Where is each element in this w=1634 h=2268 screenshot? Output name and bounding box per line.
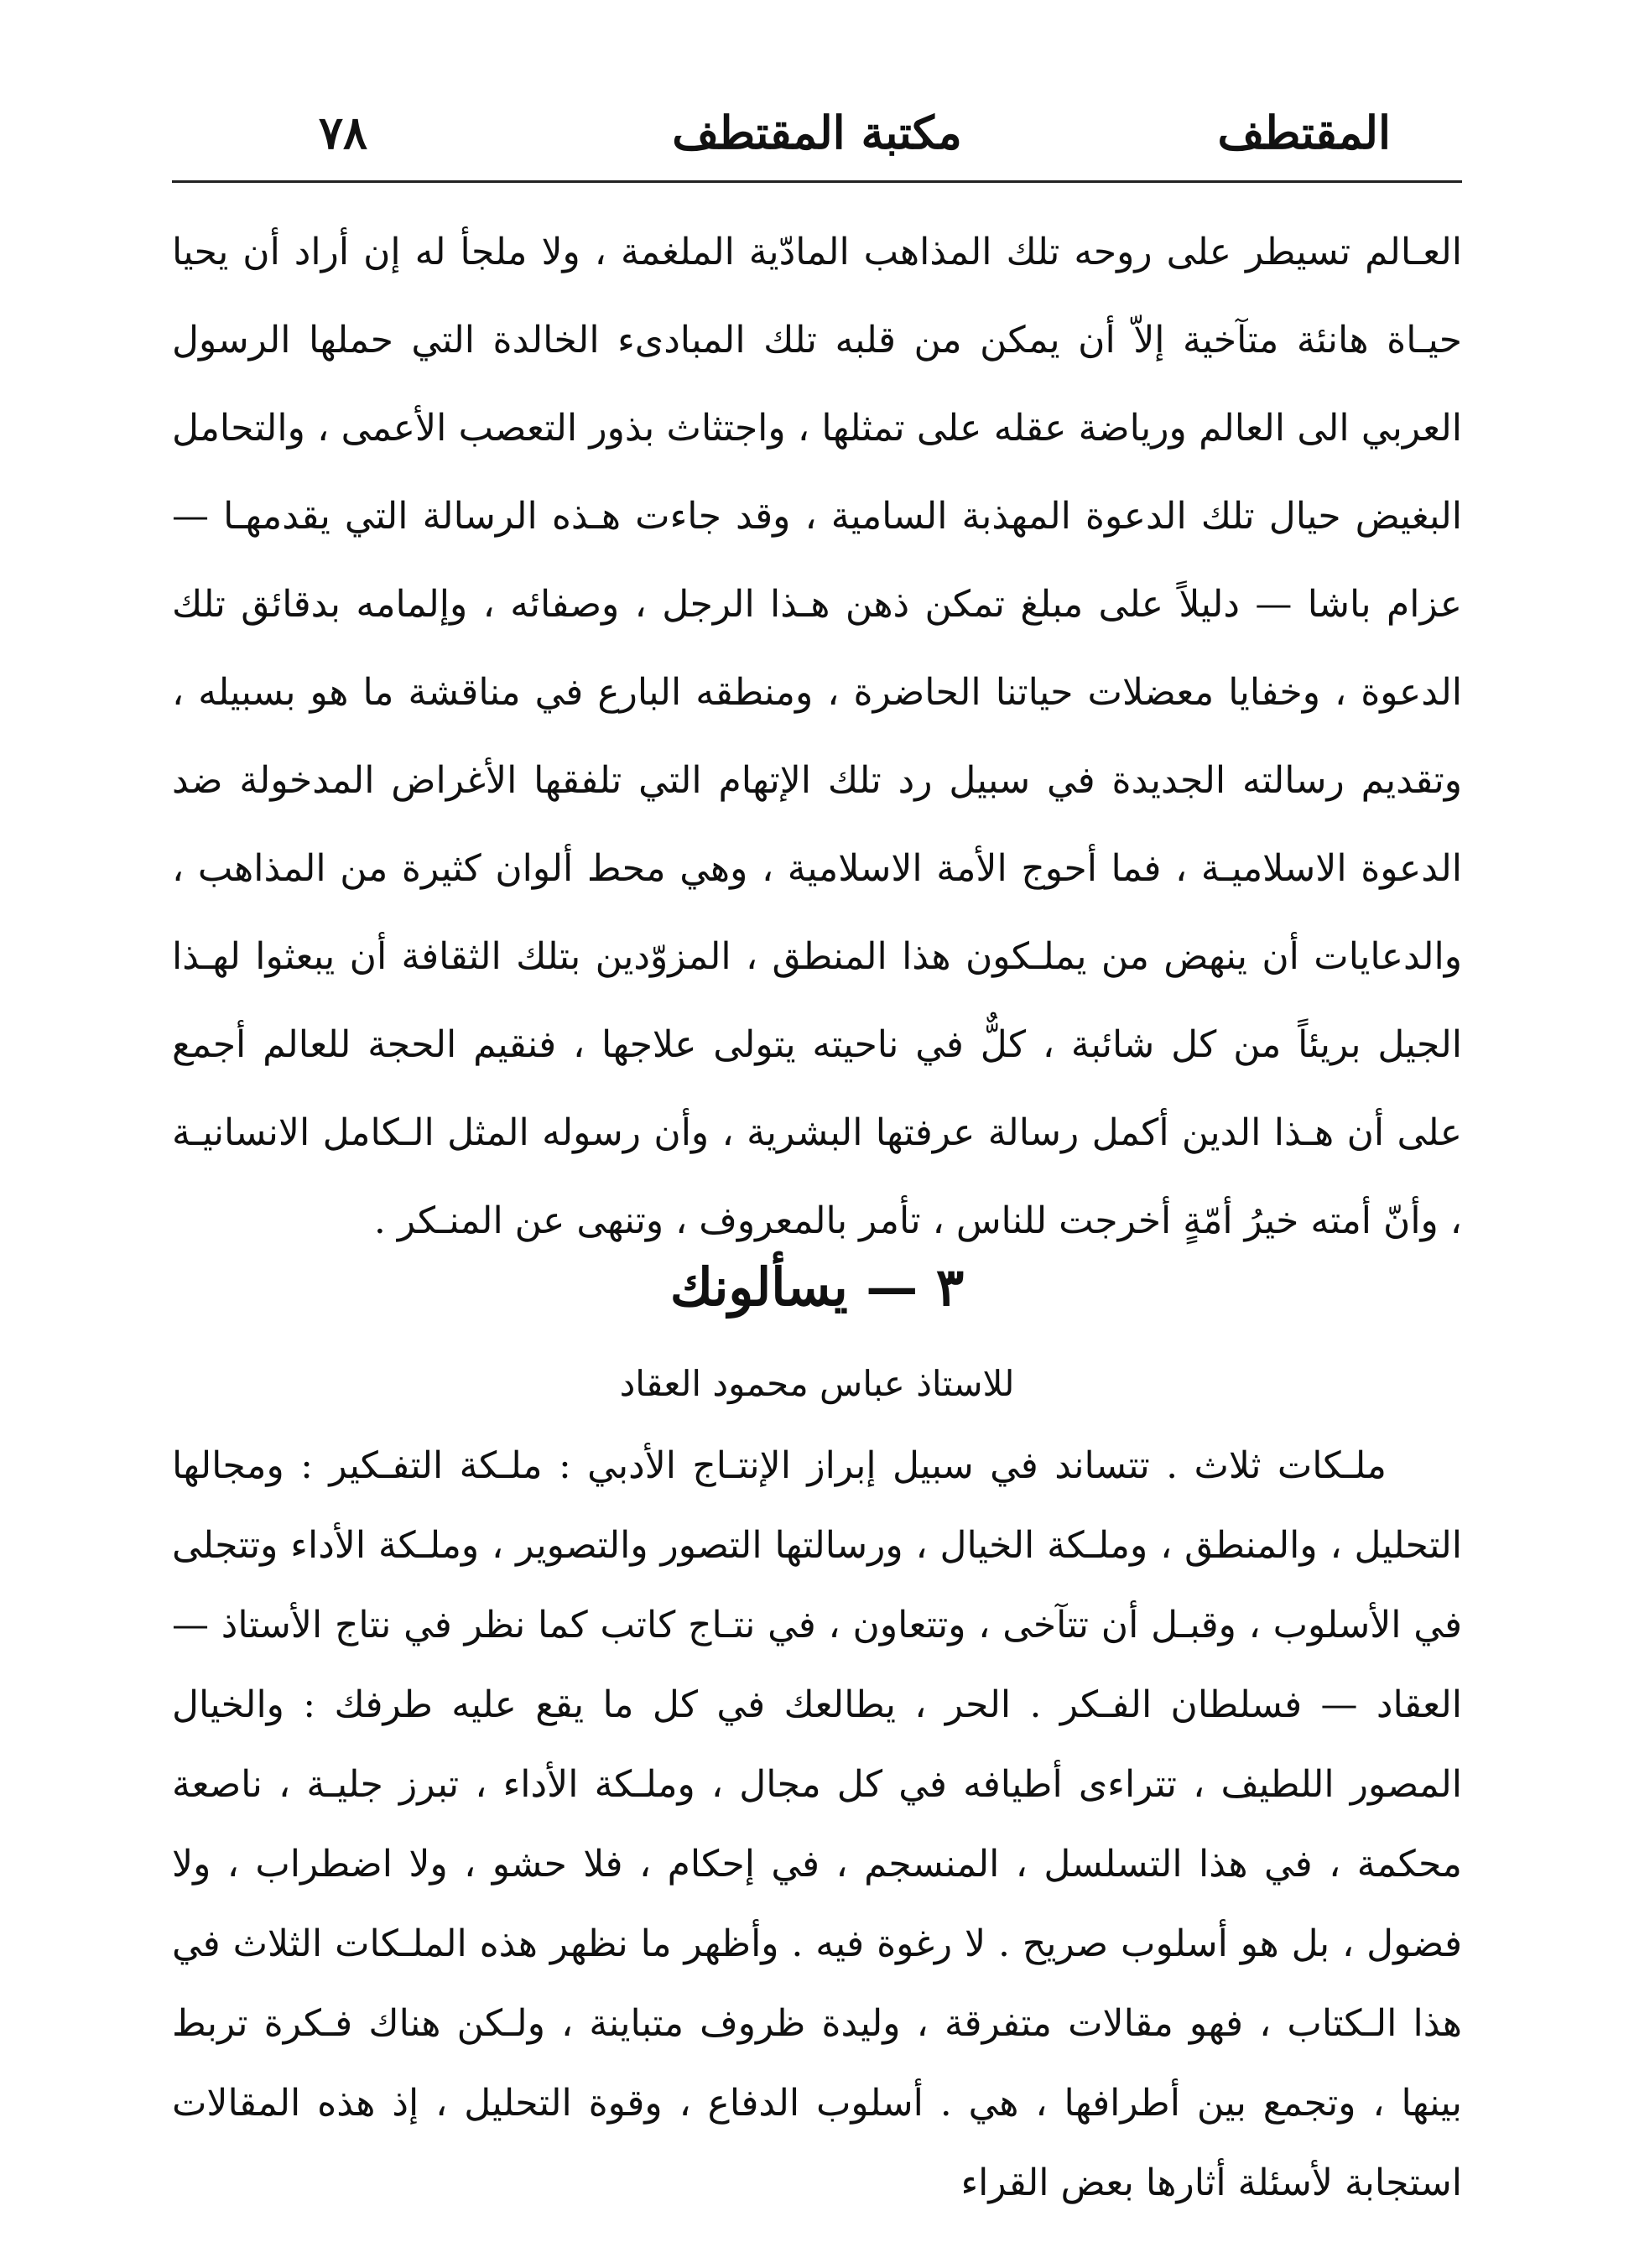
section-heading: ٣ — يسألونك (669, 1256, 965, 1318)
paragraph: ملـكات ثلاث . تتساند في سبيل إبراز الإنتـاج الأدبي : ملـكة التفـكير : ومجالها التحليل ، والمنطق ، وملـكة الخيال ، ورسالتها التصور والتصوير ، وملـكة الأداء وتتجلى في الأسلوب ، وقبـل أن تتآخى ، وتتعاون ، في نتـاج كاتب كما نظر في نتاج الأستاذ — العقاد — فسلطان الفـكر . الحر ، يطالعك في كل ما يقع عليه طرفك : والخيال المصور اللطيف ، تتراءى أطيافه في كل مجال ، وملـكة الأداء ، تبرز جليـة ، ناصعة محكمة ، في هذا التسلسل ، المنسجم ، في إحكام ، فلا حشو ، ولا اضطراب ، ولا فضول ، بل هو أسلوب صريح . لا رغوة فيه . وأظهر ما نظهر هذه الملـكات الثلاث في هذا الـكتاب ، فهو مقالات متفرقة ، وليدة ظروف متباينة ، ولـكن هناك فـكرة تربط بينها ، وتجمع بين أطرافها ، هي . أسلوب الدفاع ، وقوة التحليل ، إذ هذه المقالات استجابة لأسئلة أثارها بعض القراء (172, 1444, 1463, 2204)
paragraph: العـالم تسيطر على روحه تلك المذاهب المادّية الملغمة ، ولا ملجأ له إن أراد أن يحيا حيـاة هانئة متآخية إلاّ أن يمكن من قلبه تلك المبادىء الخالدة التي حملها الرسول العربي الى العالم ورياضة عقله على تمثلها ، واجتثاث بذور التعصب الأعمى ، والتحامل البغيض حيال تلك الدعوة المهذبة السامية ، وقد جاءت هـذه الرسالة التي يقدمهـا — عزام باشا — دليلاً على مبلغ تمكن ذهن هـذا الرجل ، وصفائه ، وإلمامه بدقائق تلك الدعوة ، وخفايا معضلات حياتنا الحاضرة ، ومنطقه البارع في مناقشة ما هو بسبيله ، وتقديم رسالته الجديدة في سبيل رد تلك الإتهام التي تلفقها الأغراض المدخولة ضد الدعوة الاسلاميـة ، فما أحوج الأمة الاسلامية ، وهي محط ألوان كثيرة من المذاهب ، والدعايات أن ينهض من يملـكون هذا المنطق ، المزوّدين بتلك الثقافة أن يبعثوا لهـذا الجيل بريئاً من كل شائبة ، كلٌّ في ناحيته يتولى علاجها ، فنقيم الحجة للعالم أجمع على أن هـذا الدين أكمل رسالة عرفتها البشرية ، وأن رسوله المثل الـكامل الانسانيـة ، وأنّ أمته خيرُ أمّةٍ أخرجت للناس ، تأمر بالمعروف ، وتنهى عن المنـكر . (172, 231, 1462, 1242)
book-section-title: مكتبة المقتطف (672, 106, 962, 159)
review-passage (172, 208, 1462, 1265)
running-title: المقتطف (1217, 106, 1391, 159)
review-passage-2 (172, 1426, 1462, 2223)
header-divider (172, 180, 1462, 183)
page-header (176, 99, 1458, 166)
section-author: للاستاذ عباس محمود العقاد (619, 1363, 1015, 1404)
page-number: ٧٨ (319, 106, 368, 159)
